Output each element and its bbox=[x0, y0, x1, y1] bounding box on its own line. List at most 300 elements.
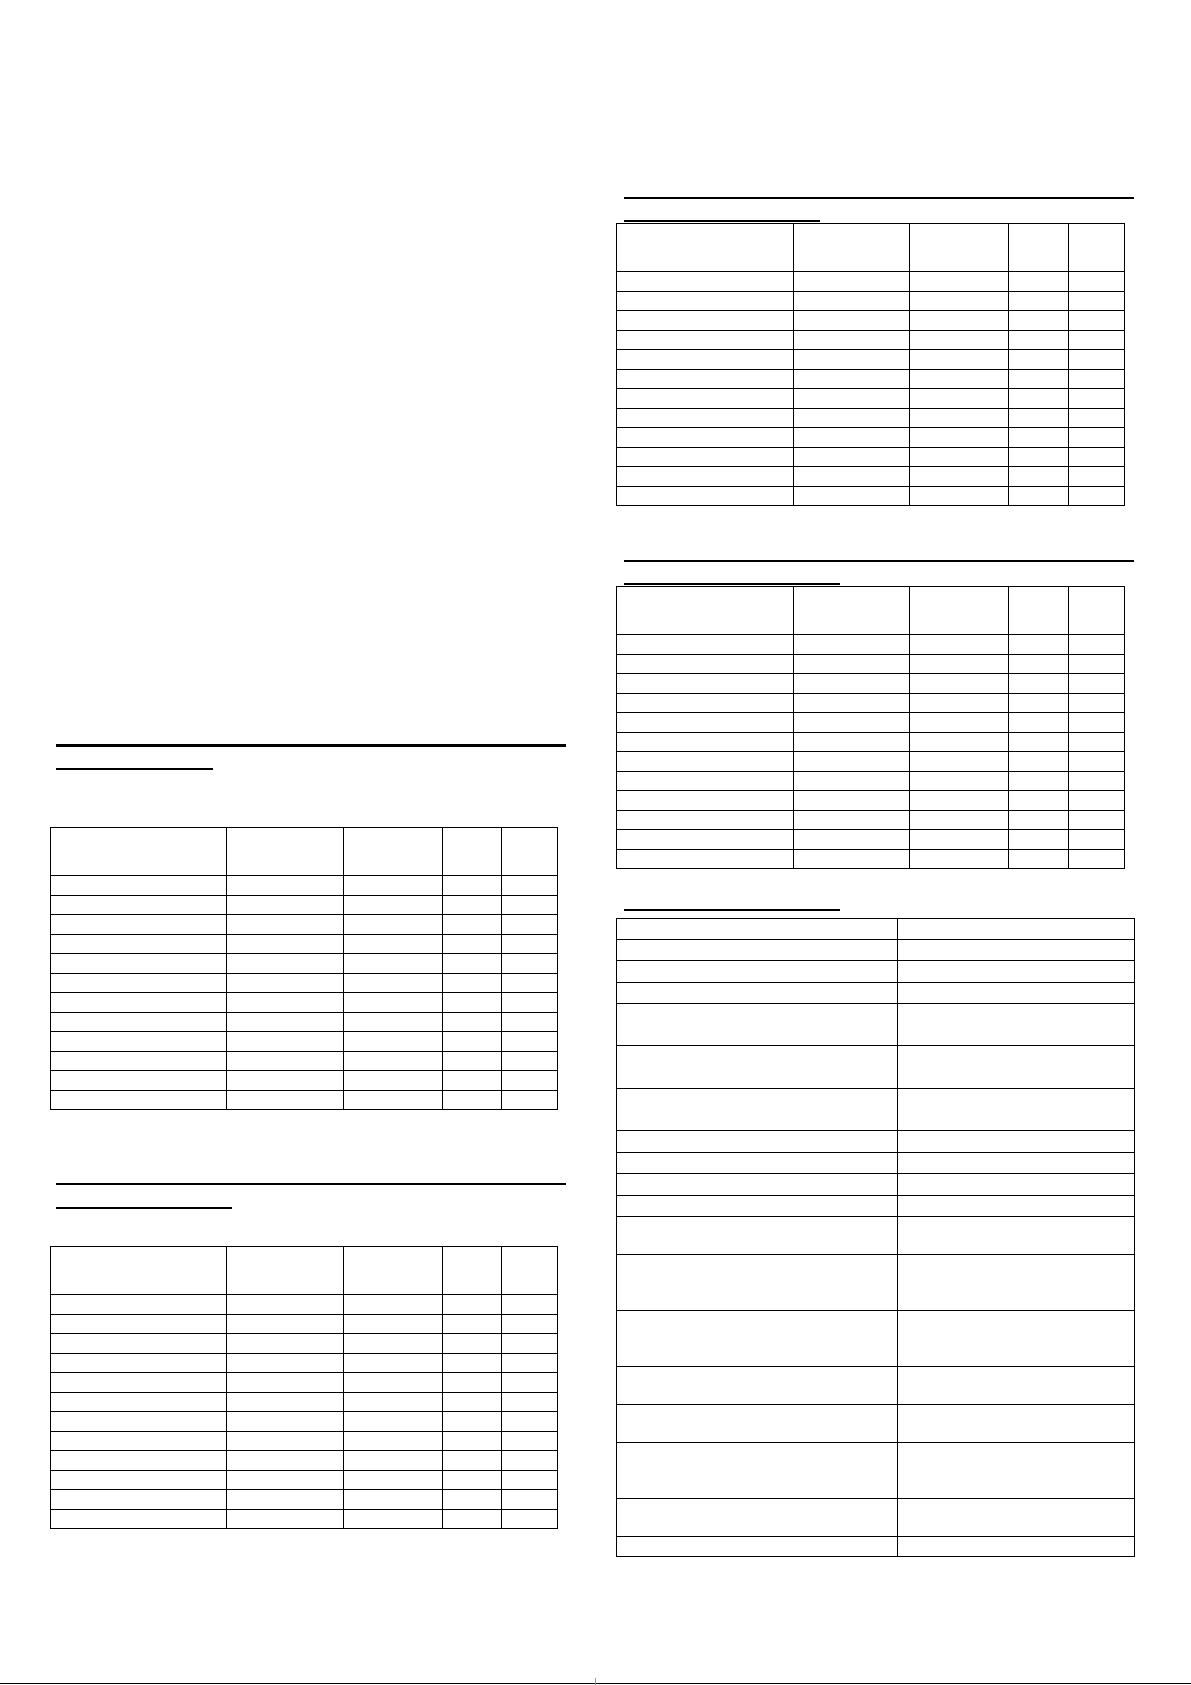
table-cell bbox=[227, 1071, 344, 1091]
table-row bbox=[51, 954, 558, 974]
section-c-heading-underline bbox=[624, 220, 820, 222]
table-cell bbox=[617, 732, 794, 752]
table-cell bbox=[898, 1004, 1135, 1046]
table-cell bbox=[617, 713, 794, 733]
table-cell bbox=[617, 408, 794, 428]
table-cell bbox=[794, 467, 910, 487]
table-cell bbox=[51, 1451, 227, 1471]
table-cell bbox=[1069, 350, 1125, 370]
table-row bbox=[51, 1373, 558, 1393]
table-cell bbox=[1069, 752, 1125, 772]
table-cell bbox=[617, 1499, 898, 1537]
table-cell bbox=[910, 330, 1009, 350]
table-cell bbox=[898, 1443, 1135, 1499]
table-cell bbox=[910, 447, 1009, 467]
table-row bbox=[617, 311, 1125, 331]
table-cell bbox=[1009, 693, 1069, 713]
table-header-row bbox=[617, 224, 1125, 272]
table-row bbox=[617, 1443, 1135, 1499]
table-cell bbox=[910, 635, 1009, 655]
table-cell bbox=[1009, 752, 1069, 772]
table-row bbox=[617, 771, 1125, 791]
table-row bbox=[617, 654, 1125, 674]
table-row bbox=[51, 1071, 558, 1091]
table-row bbox=[617, 830, 1125, 850]
table-row bbox=[617, 1255, 1135, 1311]
table-cell bbox=[51, 1247, 227, 1295]
table-cell bbox=[443, 1509, 502, 1529]
table-cell bbox=[794, 447, 910, 467]
table-cell bbox=[617, 791, 794, 811]
table-cell bbox=[1009, 674, 1069, 694]
table-cell bbox=[227, 1392, 344, 1412]
table-cell bbox=[898, 1405, 1135, 1443]
table-cell bbox=[1009, 311, 1069, 331]
table-cell bbox=[910, 693, 1009, 713]
table-cell bbox=[51, 1392, 227, 1412]
table-row bbox=[617, 674, 1125, 694]
table-cell bbox=[227, 1490, 344, 1510]
table-cell bbox=[898, 1499, 1135, 1537]
section-c-table bbox=[616, 223, 1125, 506]
table-cell bbox=[227, 876, 344, 896]
table-cell bbox=[344, 1071, 443, 1091]
table-cell bbox=[502, 1071, 558, 1091]
table-cell bbox=[617, 635, 794, 655]
table-cell bbox=[443, 1314, 502, 1334]
table-cell bbox=[898, 1217, 1135, 1255]
table-cell bbox=[910, 311, 1009, 331]
table-cell bbox=[1069, 291, 1125, 311]
table-cell bbox=[443, 1247, 502, 1295]
table-cell bbox=[617, 1405, 898, 1443]
table-cell bbox=[443, 1470, 502, 1490]
table-cell bbox=[227, 915, 344, 935]
table-row bbox=[51, 1392, 558, 1412]
table-row bbox=[51, 1051, 558, 1071]
table-cell bbox=[344, 876, 443, 896]
table-cell bbox=[1069, 791, 1125, 811]
table-cell bbox=[51, 1470, 227, 1490]
table-cell bbox=[227, 1373, 344, 1393]
section-b-table bbox=[50, 1246, 558, 1529]
table-row bbox=[51, 1314, 558, 1334]
table-cell bbox=[502, 1012, 558, 1032]
table-cell bbox=[617, 467, 794, 487]
table-cell bbox=[502, 1334, 558, 1354]
table-cell bbox=[794, 330, 910, 350]
page-footer-marker bbox=[595, 1678, 596, 1685]
table-cell bbox=[910, 654, 1009, 674]
table-row bbox=[51, 915, 558, 935]
table-cell bbox=[227, 895, 344, 915]
table-cell bbox=[502, 1353, 558, 1373]
table-cell bbox=[617, 224, 794, 272]
table-cell bbox=[344, 1509, 443, 1529]
table-row bbox=[617, 1046, 1135, 1089]
table-cell bbox=[617, 1046, 898, 1089]
table-cell bbox=[443, 993, 502, 1013]
table-cell bbox=[344, 1032, 443, 1052]
table-cell bbox=[617, 369, 794, 389]
section-b-heading-underline bbox=[56, 1207, 232, 1209]
table-cell bbox=[227, 1051, 344, 1071]
table-cell bbox=[443, 895, 502, 915]
table-cell bbox=[51, 973, 227, 993]
table-cell bbox=[443, 1490, 502, 1510]
table-cell bbox=[443, 828, 502, 876]
table-cell bbox=[794, 369, 910, 389]
table-cell bbox=[617, 1255, 898, 1311]
table-row bbox=[617, 467, 1125, 487]
table-cell bbox=[51, 1071, 227, 1091]
table-cell bbox=[1009, 330, 1069, 350]
table-cell bbox=[344, 1051, 443, 1071]
table-cell bbox=[227, 934, 344, 954]
table-cell bbox=[794, 674, 910, 694]
table-cell bbox=[898, 1196, 1135, 1217]
section-a-heading-underline bbox=[56, 768, 213, 770]
table-cell bbox=[443, 1012, 502, 1032]
section-d-top-rule bbox=[624, 560, 1134, 562]
table-cell bbox=[910, 830, 1009, 850]
table-cell bbox=[502, 934, 558, 954]
table-cell bbox=[1069, 224, 1125, 272]
table-header-row bbox=[51, 1247, 558, 1295]
table-row bbox=[617, 752, 1125, 772]
table-cell bbox=[1009, 732, 1069, 752]
table-row bbox=[51, 1012, 558, 1032]
table-cell bbox=[443, 1431, 502, 1451]
table-cell bbox=[344, 1431, 443, 1451]
table-cell bbox=[794, 732, 910, 752]
table-cell bbox=[502, 915, 558, 935]
table-cell bbox=[617, 1089, 898, 1131]
table-cell bbox=[617, 1311, 898, 1367]
table-cell bbox=[51, 1090, 227, 1110]
table-cell bbox=[227, 954, 344, 974]
table-cell bbox=[1009, 587, 1069, 635]
table-cell bbox=[344, 1412, 443, 1432]
table-cell bbox=[898, 1255, 1135, 1311]
table-cell bbox=[617, 810, 794, 830]
table-cell bbox=[51, 993, 227, 1013]
table-cell bbox=[443, 915, 502, 935]
table-cell bbox=[910, 713, 1009, 733]
table-row bbox=[51, 1431, 558, 1451]
table-cell bbox=[344, 895, 443, 915]
table-row bbox=[51, 1509, 558, 1529]
table-cell bbox=[1009, 408, 1069, 428]
table-cell bbox=[51, 1373, 227, 1393]
table-row bbox=[617, 1405, 1135, 1443]
table-cell bbox=[794, 224, 910, 272]
table-cell bbox=[502, 1090, 558, 1110]
table-cell bbox=[502, 993, 558, 1013]
table-cell bbox=[344, 954, 443, 974]
table-cell bbox=[617, 674, 794, 694]
table-cell bbox=[794, 810, 910, 830]
table-row bbox=[617, 1217, 1135, 1255]
table-cell bbox=[910, 486, 1009, 506]
table-row bbox=[617, 1004, 1135, 1046]
table-cell bbox=[910, 224, 1009, 272]
table-cell bbox=[898, 1153, 1135, 1174]
table-row bbox=[51, 934, 558, 954]
table-cell bbox=[910, 752, 1009, 772]
table-cell bbox=[227, 993, 344, 1013]
table-cell bbox=[502, 1392, 558, 1412]
table-cell bbox=[1009, 830, 1069, 850]
table-cell bbox=[227, 1314, 344, 1334]
table-cell bbox=[617, 486, 794, 506]
table-row bbox=[51, 876, 558, 896]
section-a-table bbox=[50, 827, 558, 1110]
table-cell bbox=[51, 895, 227, 915]
table-row bbox=[617, 369, 1125, 389]
table-cell bbox=[1069, 408, 1125, 428]
table-cell bbox=[502, 876, 558, 896]
table-cell bbox=[1069, 771, 1125, 791]
table-cell bbox=[502, 1032, 558, 1052]
table-cell bbox=[51, 1012, 227, 1032]
table-cell bbox=[617, 587, 794, 635]
table-cell bbox=[344, 828, 443, 876]
table-cell bbox=[443, 934, 502, 954]
table-cell bbox=[51, 1509, 227, 1529]
table-cell bbox=[1069, 330, 1125, 350]
section-d-table bbox=[616, 586, 1125, 869]
table-cell bbox=[51, 934, 227, 954]
table-row bbox=[617, 389, 1125, 409]
table-cell bbox=[617, 1131, 898, 1153]
table-cell bbox=[910, 272, 1009, 292]
table-row bbox=[617, 486, 1125, 506]
table-cell bbox=[910, 369, 1009, 389]
table-cell bbox=[227, 1412, 344, 1432]
table-row bbox=[617, 291, 1125, 311]
table-row bbox=[51, 1470, 558, 1490]
table-cell bbox=[1069, 635, 1125, 655]
table-cell bbox=[344, 1470, 443, 1490]
table-cell bbox=[1009, 849, 1069, 869]
table-cell bbox=[794, 849, 910, 869]
table-row bbox=[617, 1537, 1135, 1557]
table-cell bbox=[502, 828, 558, 876]
table-row bbox=[617, 635, 1125, 655]
table-cell bbox=[794, 693, 910, 713]
table-cell bbox=[51, 1314, 227, 1334]
table-cell bbox=[1009, 291, 1069, 311]
table-cell bbox=[617, 654, 794, 674]
table-cell bbox=[1069, 369, 1125, 389]
section-a-top-rule bbox=[56, 744, 566, 747]
table-cell bbox=[1069, 810, 1125, 830]
table-cell bbox=[502, 1247, 558, 1295]
section-d-heading-underline bbox=[624, 583, 840, 585]
table-cell bbox=[794, 587, 910, 635]
table-cell bbox=[502, 1373, 558, 1393]
table-row bbox=[617, 1089, 1135, 1131]
table-cell bbox=[1069, 830, 1125, 850]
table-cell bbox=[1009, 791, 1069, 811]
table-cell bbox=[617, 1217, 898, 1255]
table-row bbox=[617, 961, 1135, 983]
table-cell bbox=[617, 1174, 898, 1196]
table-cell bbox=[443, 1451, 502, 1471]
table-row bbox=[617, 983, 1135, 1004]
table-cell bbox=[502, 1051, 558, 1071]
table-cell bbox=[344, 973, 443, 993]
table-cell bbox=[1009, 635, 1069, 655]
table-cell bbox=[502, 1295, 558, 1315]
table-cell bbox=[443, 1353, 502, 1373]
table-cell bbox=[794, 311, 910, 331]
table-cell bbox=[344, 1490, 443, 1510]
table-cell bbox=[502, 1451, 558, 1471]
table-row bbox=[617, 330, 1125, 350]
table-cell bbox=[51, 1412, 227, 1432]
table-cell bbox=[1069, 849, 1125, 869]
table-cell bbox=[227, 1509, 344, 1529]
table-cell bbox=[51, 1295, 227, 1315]
table-cell bbox=[1069, 654, 1125, 674]
table-row bbox=[617, 940, 1135, 961]
table-cell bbox=[51, 954, 227, 974]
table-cell bbox=[443, 1295, 502, 1315]
table-cell bbox=[51, 915, 227, 935]
table-cell bbox=[344, 1012, 443, 1032]
table-row bbox=[617, 1174, 1135, 1196]
table-row bbox=[51, 895, 558, 915]
table-cell bbox=[227, 1247, 344, 1295]
table-cell bbox=[502, 1470, 558, 1490]
table-cell bbox=[1009, 224, 1069, 272]
table-cell bbox=[910, 732, 1009, 752]
table-cell bbox=[1009, 467, 1069, 487]
table-row bbox=[617, 849, 1125, 869]
table-cell bbox=[502, 973, 558, 993]
table-cell bbox=[344, 993, 443, 1013]
table-cell bbox=[51, 828, 227, 876]
table-row bbox=[617, 791, 1125, 811]
table-cell bbox=[898, 1046, 1135, 1089]
table-cell bbox=[794, 752, 910, 772]
table-cell bbox=[443, 973, 502, 993]
table-cell bbox=[898, 1174, 1135, 1196]
table-cell bbox=[794, 635, 910, 655]
table-row bbox=[617, 1367, 1135, 1405]
table-row bbox=[617, 408, 1125, 428]
table-row bbox=[617, 1196, 1135, 1217]
table-cell bbox=[617, 330, 794, 350]
table-cell bbox=[910, 408, 1009, 428]
table-cell bbox=[51, 1032, 227, 1052]
table-cell bbox=[910, 350, 1009, 370]
table-cell bbox=[1009, 447, 1069, 467]
table-cell bbox=[617, 1196, 898, 1217]
table-cell bbox=[617, 983, 898, 1004]
table-row bbox=[51, 1032, 558, 1052]
table-cell bbox=[1009, 369, 1069, 389]
table-cell bbox=[51, 876, 227, 896]
table-row bbox=[617, 1311, 1135, 1367]
table-cell bbox=[794, 771, 910, 791]
table-cell bbox=[344, 1314, 443, 1334]
table-cell bbox=[898, 1367, 1135, 1405]
table-cell bbox=[794, 486, 910, 506]
table-cell bbox=[617, 1367, 898, 1405]
table-row bbox=[617, 693, 1125, 713]
table-cell bbox=[794, 350, 910, 370]
table-cell bbox=[51, 1431, 227, 1451]
table-cell bbox=[227, 1295, 344, 1315]
table-cell bbox=[617, 752, 794, 772]
table-cell bbox=[794, 713, 910, 733]
table-cell bbox=[794, 291, 910, 311]
table-cell bbox=[227, 1090, 344, 1110]
table-cell bbox=[617, 1153, 898, 1174]
table-cell bbox=[502, 895, 558, 915]
table-cell bbox=[51, 1334, 227, 1354]
table-row bbox=[51, 1295, 558, 1315]
table-cell bbox=[51, 1051, 227, 1071]
table-cell bbox=[910, 771, 1009, 791]
table-cell bbox=[794, 272, 910, 292]
table-cell bbox=[1069, 428, 1125, 448]
table-cell bbox=[910, 467, 1009, 487]
table-cell bbox=[443, 1071, 502, 1091]
table-cell bbox=[617, 389, 794, 409]
table-cell bbox=[794, 428, 910, 448]
table-cell bbox=[617, 428, 794, 448]
table-cell bbox=[344, 934, 443, 954]
table-row bbox=[617, 810, 1125, 830]
table-cell bbox=[443, 1373, 502, 1393]
table-cell bbox=[617, 447, 794, 467]
table-cell bbox=[910, 291, 1009, 311]
table-cell bbox=[1069, 467, 1125, 487]
table-row bbox=[51, 1451, 558, 1471]
table-cell bbox=[51, 1353, 227, 1373]
table-cell bbox=[227, 1451, 344, 1471]
table-cell bbox=[344, 1295, 443, 1315]
table-cell bbox=[1009, 350, 1069, 370]
table-cell bbox=[344, 1373, 443, 1393]
table-cell bbox=[898, 940, 1135, 961]
table-row bbox=[617, 919, 1135, 940]
table-row bbox=[51, 1412, 558, 1432]
table-cell bbox=[344, 1451, 443, 1471]
table-cell bbox=[227, 973, 344, 993]
table-cell bbox=[1009, 654, 1069, 674]
table-cell bbox=[617, 311, 794, 331]
table-cell bbox=[344, 1392, 443, 1412]
table-cell bbox=[910, 849, 1009, 869]
table-cell bbox=[910, 791, 1009, 811]
table-cell bbox=[502, 1431, 558, 1451]
table-cell bbox=[443, 1334, 502, 1354]
table-cell bbox=[227, 1032, 344, 1052]
table-row bbox=[51, 1490, 558, 1510]
table-cell bbox=[1069, 272, 1125, 292]
table-cell bbox=[1009, 810, 1069, 830]
table-cell bbox=[910, 428, 1009, 448]
table-row bbox=[51, 993, 558, 1013]
table-cell bbox=[898, 1089, 1135, 1131]
table-cell bbox=[443, 1090, 502, 1110]
table-cell bbox=[502, 1412, 558, 1432]
